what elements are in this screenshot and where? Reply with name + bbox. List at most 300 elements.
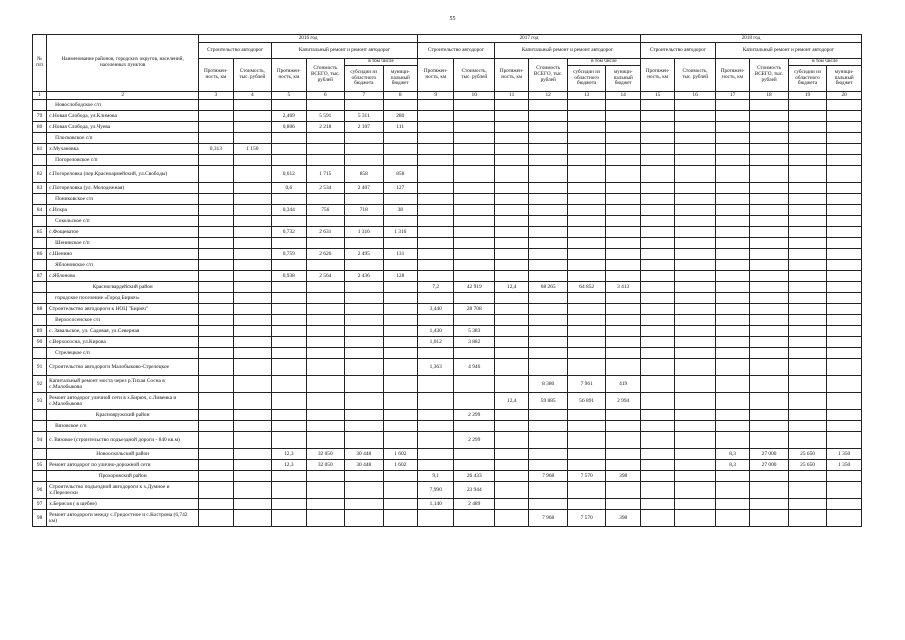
value-cell [272, 376, 306, 393]
column-number: 18 [750, 92, 789, 100]
value-cell [454, 315, 495, 326]
value-cell [272, 393, 306, 410]
value-cell [827, 144, 862, 155]
header-length: Протяжен-ность, км [272, 59, 306, 92]
value-cell [495, 155, 529, 166]
value-cell [567, 216, 606, 227]
value-cell [233, 238, 272, 249]
value-cell [715, 111, 749, 122]
value-cell [233, 166, 272, 183]
table-header [33, 35, 862, 92]
object-name: Строительство автодороги Малобыково-Стрелецкое [47, 359, 199, 376]
object-name: Ремонт автодороги между с.Гридостное и с.Кострома (6,742 км) [47, 510, 199, 527]
column-number: 11 [495, 92, 529, 100]
value-cell [272, 348, 306, 359]
value-cell [529, 449, 568, 460]
value-cell [495, 348, 529, 359]
value-cell [750, 227, 789, 238]
value-cell [199, 393, 233, 410]
row-number: 96 [33, 482, 47, 499]
value-cell [306, 359, 345, 376]
value-cell [199, 471, 233, 482]
value-cell: 398 [606, 510, 640, 527]
value-cell [675, 315, 716, 326]
value-cell [418, 271, 454, 282]
value-cell: 64 852 [567, 282, 606, 293]
value-cell [750, 326, 789, 337]
value-cell [199, 460, 233, 471]
value-cell [454, 393, 495, 410]
value-cell [675, 155, 716, 166]
value-cell [750, 315, 789, 326]
value-cell [567, 111, 606, 122]
value-cell: 3,440 [418, 304, 454, 315]
header-length: Протяжен-ность, км [715, 59, 749, 92]
value-cell: 2 299 [454, 410, 495, 421]
value-cell [345, 348, 384, 359]
value-cell [715, 410, 749, 421]
value-cell [675, 260, 716, 271]
value-cell [606, 194, 640, 205]
value-cell [827, 238, 862, 249]
object-name: с.Шенино [47, 249, 199, 260]
value-cell [233, 449, 272, 460]
region-row [33, 282, 862, 293]
column-number: 13 [567, 92, 606, 100]
header-capital-repair: Капитальный ремонт и ремонт автодорог [715, 43, 861, 59]
column-number: 9 [418, 92, 454, 100]
value-cell [788, 133, 827, 144]
row-number: 81 [33, 144, 47, 155]
value-cell: 2 107 [345, 122, 384, 133]
value-cell [750, 376, 789, 393]
value-cell [827, 216, 862, 227]
value-cell [567, 293, 606, 304]
value-cell: 26 433 [454, 471, 495, 482]
value-cell: 1 350 [827, 460, 862, 471]
value-cell [199, 282, 233, 293]
table-row [33, 376, 862, 393]
value-cell [827, 122, 862, 133]
value-cell [306, 421, 345, 432]
value-cell: 2 564 [306, 271, 345, 282]
value-cell [233, 249, 272, 260]
value-cell [418, 315, 454, 326]
value-cell [233, 304, 272, 315]
value-cell: 0,612 [272, 166, 306, 183]
value-cell [272, 410, 306, 421]
row-number [33, 282, 47, 293]
value-cell [606, 238, 640, 249]
value-cell [454, 100, 495, 111]
value-cell [529, 111, 568, 122]
value-cell [788, 282, 827, 293]
value-cell: 56 891 [567, 393, 606, 410]
row-number: 88 [33, 304, 47, 315]
value-cell [529, 460, 568, 471]
value-cell [827, 393, 862, 410]
value-cell [199, 122, 233, 133]
value-cell [640, 183, 674, 194]
value-cell [272, 432, 306, 449]
value-cell [715, 282, 749, 293]
value-cell [675, 166, 716, 183]
header-construction: Строительство автодорог [418, 43, 495, 59]
value-cell [750, 337, 789, 348]
value-cell [345, 144, 384, 155]
value-cell [529, 337, 568, 348]
value-cell: 0,313 [199, 144, 233, 155]
value-cell [454, 111, 495, 122]
value-cell [715, 348, 749, 359]
value-cell [454, 271, 495, 282]
value-cell [495, 111, 529, 122]
value-cell [306, 293, 345, 304]
value-cell [788, 166, 827, 183]
table-row [33, 271, 862, 282]
value-cell [750, 304, 789, 315]
value-cell [383, 348, 417, 359]
value-cell [199, 293, 233, 304]
value-cell [233, 205, 272, 216]
value-cell [383, 432, 417, 449]
value-cell [418, 348, 454, 359]
value-cell [495, 432, 529, 449]
column-number: 15 [640, 92, 674, 100]
value-cell [454, 122, 495, 133]
value-cell: 8 380 [529, 376, 568, 393]
value-cell: 30 448 [345, 460, 384, 471]
table-row [33, 326, 862, 337]
value-cell [640, 100, 674, 111]
value-cell [827, 271, 862, 282]
value-cell: 12,3 [272, 449, 306, 460]
value-cell [750, 499, 789, 510]
row-number: 91 [33, 359, 47, 376]
value-cell [750, 111, 789, 122]
header-length: Протяжен-ность, км [418, 59, 454, 92]
value-cell [788, 499, 827, 510]
value-cell: 27 000 [750, 449, 789, 460]
value-cell [454, 155, 495, 166]
header-municipal: муници-пальный бюджет [383, 66, 417, 92]
value-cell: 1 715 [306, 166, 345, 183]
value-cell [827, 260, 862, 271]
value-cell [199, 510, 233, 527]
value-cell [567, 348, 606, 359]
value-cell [640, 144, 674, 155]
value-cell [567, 238, 606, 249]
value-cell [272, 260, 306, 271]
value-cell [675, 133, 716, 144]
settlement-row [33, 348, 862, 359]
value-cell [606, 100, 640, 111]
value-cell [529, 499, 568, 510]
row-number: 86 [33, 249, 47, 260]
value-cell [345, 337, 384, 348]
value-cell [495, 315, 529, 326]
value-cell [306, 315, 345, 326]
value-cell [418, 100, 454, 111]
value-cell [606, 410, 640, 421]
value-cell [418, 260, 454, 271]
value-cell [750, 359, 789, 376]
value-cell: 25 650 [788, 460, 827, 471]
header-municipal: муници-пальный бюджет [827, 66, 862, 92]
value-cell: 59 885 [529, 393, 568, 410]
object-name: с.Новая Слобода, ул.Климова [47, 111, 199, 122]
settlement-name: Погореловское с/п [47, 155, 199, 166]
value-cell [233, 111, 272, 122]
value-cell [750, 471, 789, 482]
value-cell [495, 449, 529, 460]
header-cost: Стоимость, тыс. рублей [675, 59, 716, 92]
value-cell [454, 510, 495, 527]
value-cell [383, 510, 417, 527]
settlement-row [33, 238, 862, 249]
value-cell: 8,3 [715, 449, 749, 460]
value-cell [233, 155, 272, 166]
value-cell [529, 166, 568, 183]
value-cell [675, 471, 716, 482]
value-cell [383, 326, 417, 337]
value-cell: 398 [606, 471, 640, 482]
value-cell: 68 265 [529, 282, 568, 293]
value-cell [345, 499, 384, 510]
value-cell [199, 359, 233, 376]
value-cell: 1 316 [383, 227, 417, 238]
value-cell [675, 337, 716, 348]
value-cell [750, 166, 789, 183]
value-cell [827, 348, 862, 359]
table-row [33, 205, 862, 216]
object-name: х.Берисов ( в щебне) [47, 499, 199, 510]
value-cell [675, 122, 716, 133]
value-cell: 7 570 [567, 510, 606, 527]
value-cell [495, 421, 529, 432]
value-cell [233, 359, 272, 376]
value-cell [606, 155, 640, 166]
value-cell [233, 348, 272, 359]
table-row [33, 510, 862, 527]
value-cell [567, 359, 606, 376]
value-cell [640, 249, 674, 260]
value-cell [788, 293, 827, 304]
value-cell [606, 421, 640, 432]
value-cell [306, 100, 345, 111]
value-cell: 1,012 [418, 337, 454, 348]
value-cell [750, 432, 789, 449]
value-cell [383, 482, 417, 499]
value-cell [233, 471, 272, 482]
value-cell: 27 000 [750, 460, 789, 471]
value-cell [788, 183, 827, 194]
header-capital-repair: Капитальный ремонт и ремонт автодорог [272, 43, 418, 59]
value-cell: 38 [383, 205, 417, 216]
value-cell [606, 216, 640, 227]
header-cost: Стоимость, тыс. рублей [233, 59, 272, 92]
value-cell [606, 348, 640, 359]
value-cell [827, 194, 862, 205]
value-cell [715, 205, 749, 216]
value-cell [827, 326, 862, 337]
value-cell [495, 205, 529, 216]
value-cell [715, 421, 749, 432]
value-cell [827, 337, 862, 348]
region-name: Прохоровский район [47, 471, 199, 482]
value-cell [788, 122, 827, 133]
value-cell [567, 315, 606, 326]
value-cell [272, 421, 306, 432]
value-cell [788, 337, 827, 348]
value-cell [529, 326, 568, 337]
value-cell [454, 205, 495, 216]
value-cell [529, 260, 568, 271]
value-cell: 23 944 [454, 482, 495, 499]
value-cell [306, 510, 345, 527]
value-cell [827, 315, 862, 326]
value-cell [567, 460, 606, 471]
value-cell [529, 238, 568, 249]
value-cell [306, 238, 345, 249]
value-cell [606, 133, 640, 144]
value-cell: 0,6 [272, 183, 306, 194]
value-cell [567, 449, 606, 460]
settlement-name: Шенинское с/п [47, 238, 199, 249]
value-cell [606, 359, 640, 376]
value-cell [233, 271, 272, 282]
settlement-name: Вязовское с/п [47, 421, 199, 432]
value-cell [715, 122, 749, 133]
settlement-name: Яблоновское с/п [47, 260, 199, 271]
value-cell [345, 432, 384, 449]
value-cell [199, 100, 233, 111]
value-cell [233, 293, 272, 304]
value-cell [715, 216, 749, 227]
row-number [33, 238, 47, 249]
value-cell [675, 111, 716, 122]
row-number [33, 471, 47, 482]
value-cell [788, 271, 827, 282]
value-cell [495, 460, 529, 471]
value-cell [529, 410, 568, 421]
value-cell: 3 882 [454, 337, 495, 348]
value-cell [418, 249, 454, 260]
value-cell [233, 194, 272, 205]
value-cell [529, 183, 568, 194]
header-including: в том числе [567, 59, 640, 66]
value-cell [345, 216, 384, 227]
table-row [33, 499, 862, 510]
value-cell [567, 122, 606, 133]
value-cell [640, 227, 674, 238]
value-cell [495, 326, 529, 337]
value-cell [383, 216, 417, 227]
value-cell [606, 460, 640, 471]
value-cell [788, 155, 827, 166]
value-cell [418, 376, 454, 393]
column-number: 8 [383, 92, 417, 100]
row-number [33, 133, 47, 144]
value-cell [199, 482, 233, 499]
value-cell [675, 282, 716, 293]
object-name: Капитальный ремонт моста через р.Тихая Сосна в с.Малобыково [47, 376, 199, 393]
value-cell: 7,2 [418, 282, 454, 293]
value-cell [345, 315, 384, 326]
value-cell [606, 482, 640, 499]
value-cell [788, 393, 827, 410]
value-cell: 2 299 [454, 432, 495, 449]
value-cell [788, 260, 827, 271]
value-cell [495, 376, 529, 393]
value-cell [233, 499, 272, 510]
value-cell [715, 183, 749, 194]
value-cell [418, 133, 454, 144]
value-cell: 2 436 [345, 271, 384, 282]
value-cell: 2 407 [345, 183, 384, 194]
value-cell [827, 205, 862, 216]
value-cell [383, 471, 417, 482]
value-cell [567, 133, 606, 144]
value-cell [272, 337, 306, 348]
value-cell [640, 460, 674, 471]
value-cell: 7 968 [529, 510, 568, 527]
header-year-2017: 2017 год [418, 35, 641, 43]
value-cell [199, 315, 233, 326]
value-cell [495, 144, 529, 155]
value-cell [788, 100, 827, 111]
value-cell [345, 482, 384, 499]
value-cell [675, 421, 716, 432]
value-cell [675, 460, 716, 471]
value-cell [750, 260, 789, 271]
value-cell [306, 482, 345, 499]
table-row [33, 359, 862, 376]
value-cell [272, 471, 306, 482]
object-name: Строительство автодороги к НОЦ "Бирюч" [47, 304, 199, 315]
column-number: 4 [233, 92, 272, 100]
value-cell [272, 282, 306, 293]
value-cell: 858 [383, 166, 417, 183]
value-cell [675, 249, 716, 260]
object-name: с. Завальское, ул. Садовая, ул.Северная [47, 326, 199, 337]
region-row [33, 410, 862, 421]
road-works-table [32, 34, 862, 527]
value-cell: 5 311 [345, 111, 384, 122]
object-name: с. Вязовое (строительство подъездной дороги - 840 кв.м) [47, 432, 199, 449]
value-cell [640, 359, 674, 376]
value-cell [675, 194, 716, 205]
value-cell [750, 393, 789, 410]
value-cell [199, 304, 233, 315]
value-cell [567, 166, 606, 183]
value-cell [675, 227, 716, 238]
value-cell [383, 144, 417, 155]
value-cell [640, 471, 674, 482]
value-cell: 128 [383, 271, 417, 282]
value-cell [199, 376, 233, 393]
value-cell [199, 326, 233, 337]
value-cell [675, 359, 716, 376]
value-cell [529, 249, 568, 260]
value-cell [606, 449, 640, 460]
value-cell [306, 471, 345, 482]
value-cell [529, 194, 568, 205]
row-number: 95 [33, 460, 47, 471]
settlement-row [33, 421, 862, 432]
value-cell [640, 315, 674, 326]
row-number: 87 [33, 271, 47, 282]
